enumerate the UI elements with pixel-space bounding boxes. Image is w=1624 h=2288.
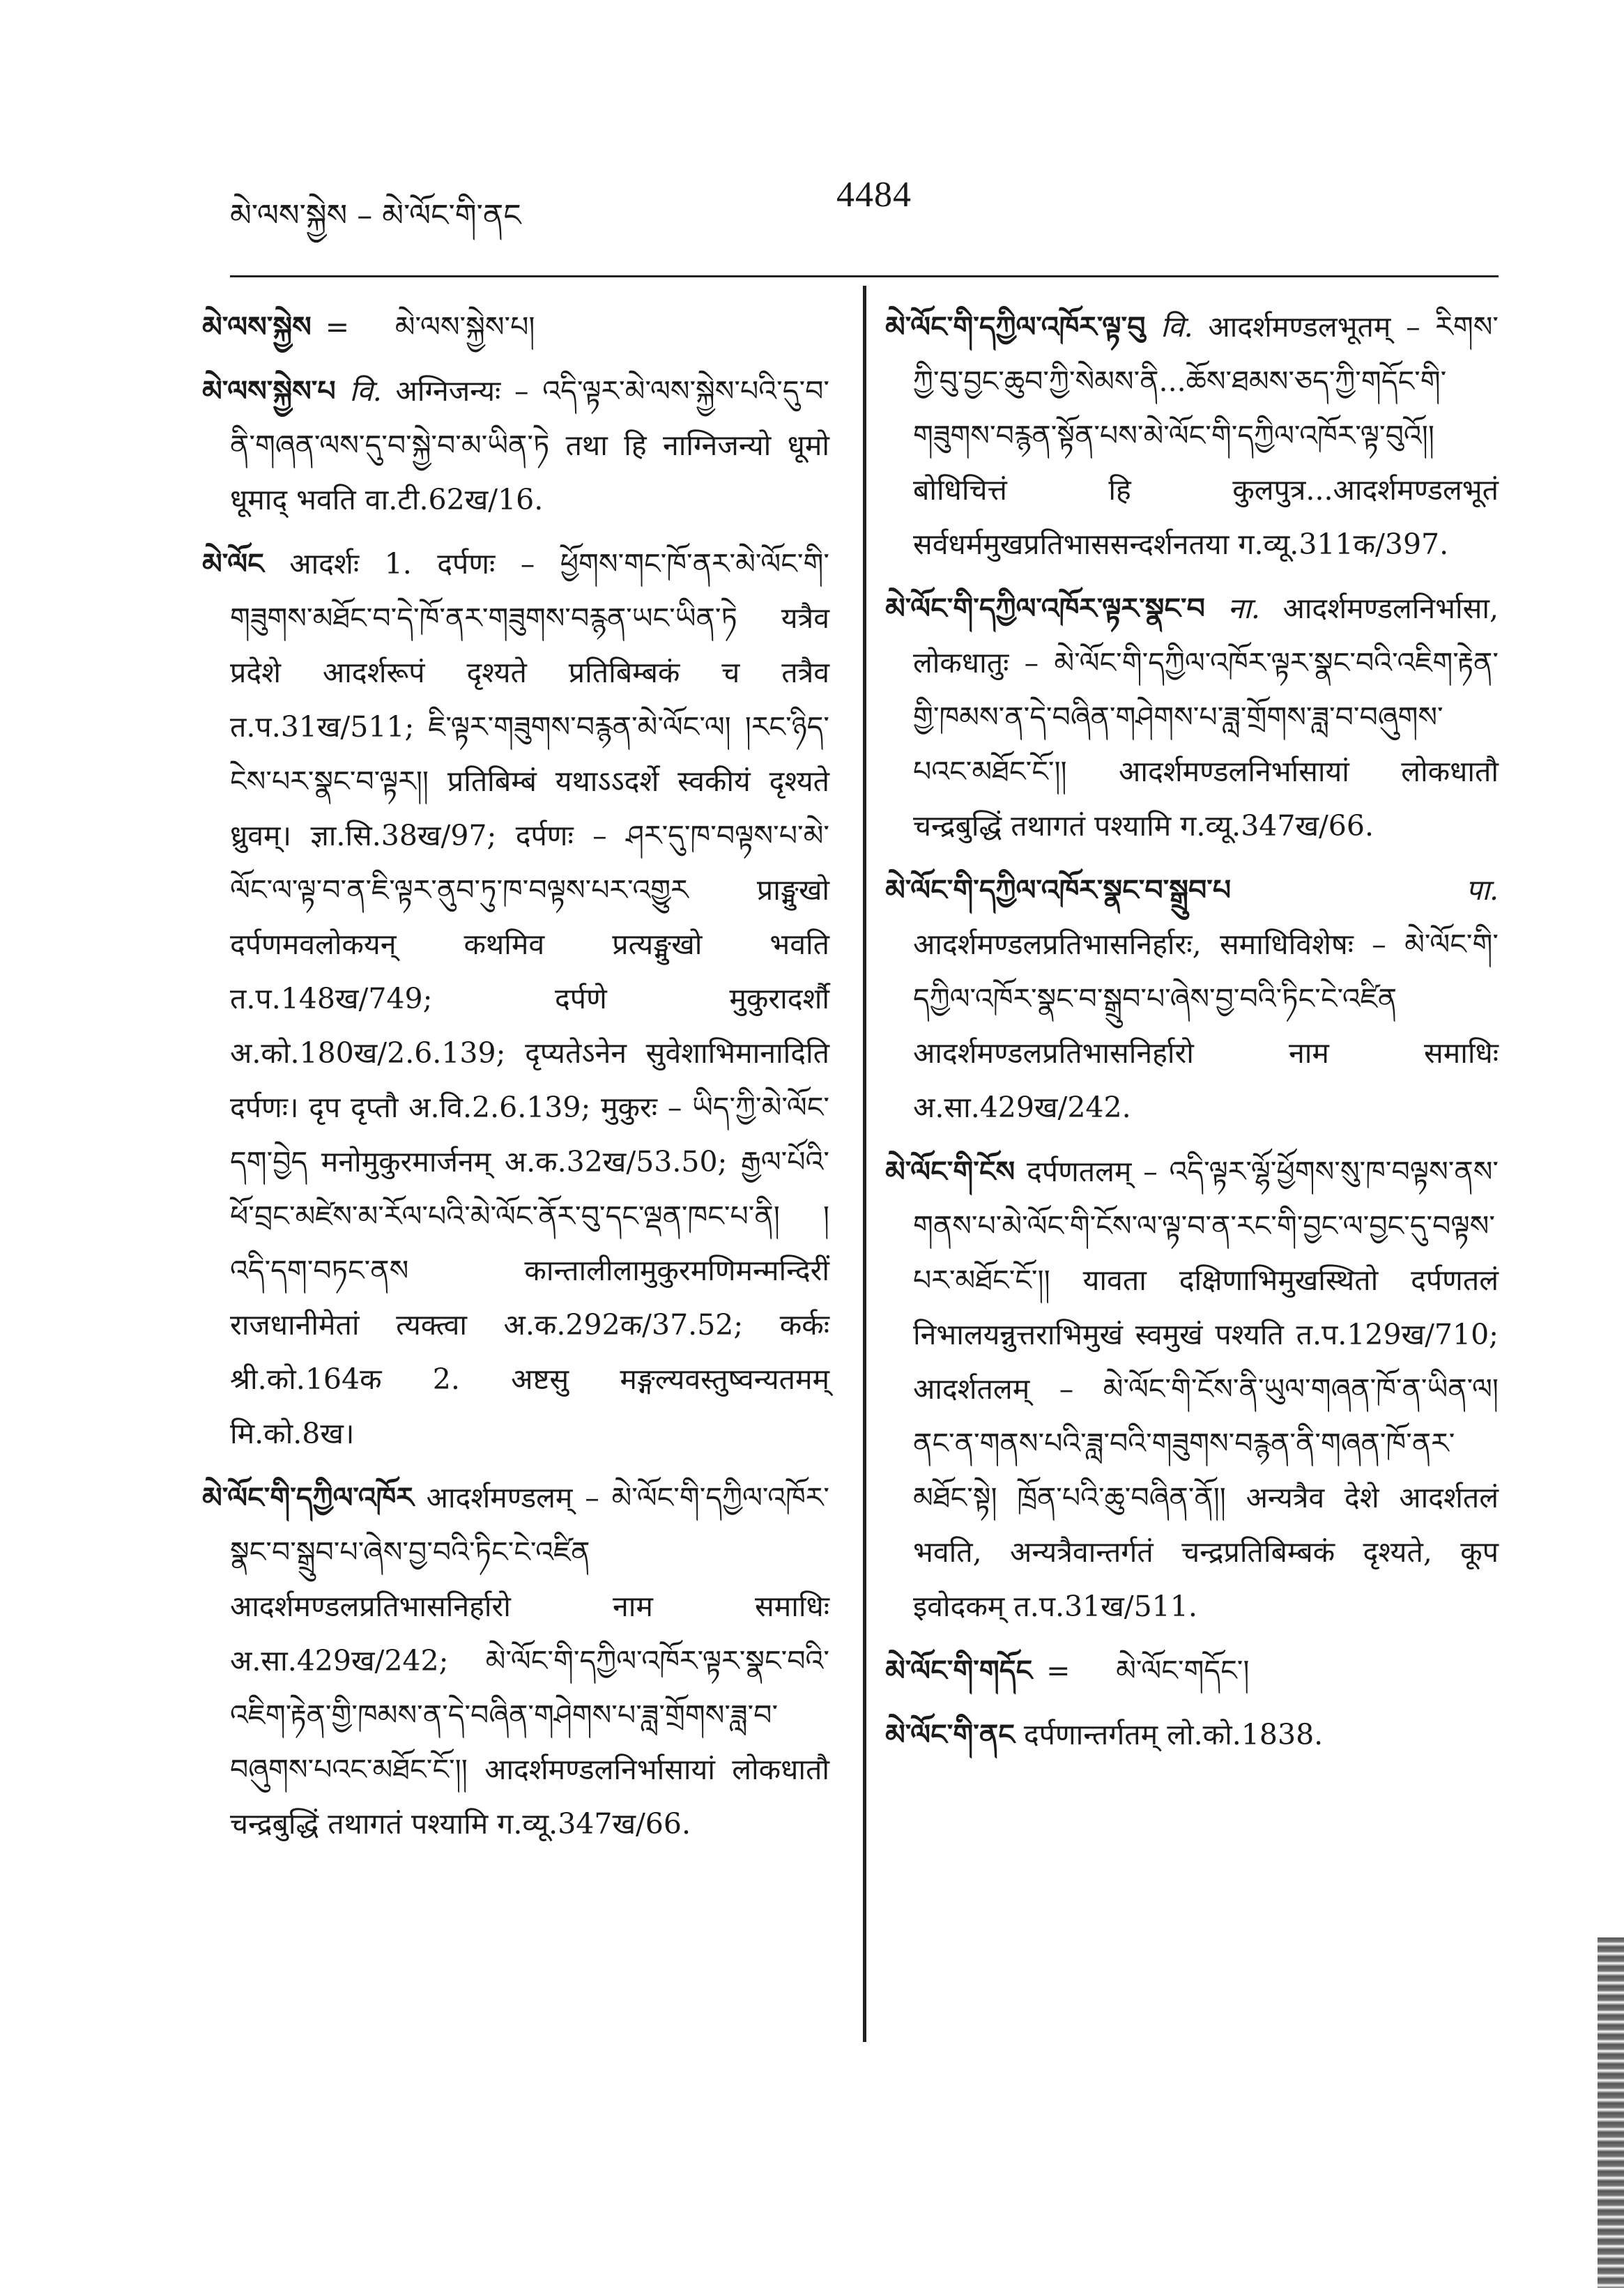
entry-text: आदर्शमण्डलम् – མེ་ལོང་གི་དཀྱིལ་འཁོར་སྣང་བ་སྒྲུབ་པ་ཞེས་བྱ་བའི་ཏིང་ངེ་འཛིན आदर्शमण्डलप्रतिभासनिर्हारो नाम समाधिः अ.सा.429ख/242; མེ་ལོང་གི་དཀྱིལ་འཁོར་ལྟར་སྣང་བའི་འཇིག་རྟེན་གྱི་ཁམས་ན་དེ་བཞིན་གཤེགས་པ་ཟླ་གྲོགས་ཟླ་བ་བཞུགས་པའང་མཐོང་ངོ་།། आदर्शमण्डलनिर्भासायां लोकधातौ चन्द्रबुद्धिं तथागतं पश्यामि ग.व्यू.347ख/66. [230,1481,829,1841]
left-column [202,300,829,1861]
entry-text: दर्पणतलम् – འདི་ལྟར་ལྷོ་ཕྱོགས་སུ་ཁ་བལྟས་ནས་གནས་པ་མེ་ལོང་གི་ངོས་ལ་ལྟ་བ་ན་རང་གི་བྱང་ལ་བྱང་དུ་བལྟས་པར་མཐོང་ངོ་།། यावता दक्षिणाभिमुखस्थितो दर्पणतलं निभालयन्नुत्तराभिमुखं स्वमुखं पश्यति त.प.129ख/710; आदर्शतलम् – མེ་ལོང་གི་ངོས་ནི་ཡུལ་གཞན་ཁོ་ན་ཡིན་ལ། ནང་ན་གནས་པའི་ཟླ་བའི་གཟུགས་བརྙན་ནི་གཞན་ཁོ་ནར་མཐོང་སྟེ། ཁྲོན་པའི་ཆུ་བཞིན་ནོ།། अन्यत्रैव देशे आदर्शतलं भवति, अन्यत्रैवान्तर्गतं चन्द्रप्रतिबिम्बकं दृश्यते, कूप इवोदकम् त.प.31ख/511. [913,1155,1499,1623]
header-divider [230,275,1499,277]
grammar-tag: वि. [349,374,382,408]
dictionary-entry [202,364,829,527]
entry-headword: མེ་ལོང་གི་དཀྱིལ་འཁོར་ལྟར་སྣང་བ [885,592,1205,625]
grammar-tag: वि. [1160,310,1193,344]
equals-sign: = [1046,1654,1071,1687]
entry-text: མེ་ལས་སྐྱེས་པ། [394,310,535,344]
dictionary-entry [885,1144,1499,1634]
entry-headword: མེ་ལས་སྐྱེས [202,310,312,344]
dictionary-entry [885,1643,1499,1698]
equals-sign: = [325,310,350,344]
entry-text: आदर्शमण्डलभूतम् – རིགས་ཀྱི་བུ་བྱང་ཆུབ་ཀྱི་སེམས་ནི...ཆོས་ཐམས་ཅད་ཀྱི་གདོང་གི་གཟུགས་བརྙན་སྟོན་པས་མེ་ལོང་གི་དཀྱིལ་འཁོར་ལྟ་བུའོ།། बोधिचित्तं हि कुलपुत्र...आदर्शमण्डलभूतं सर्वधर्ममुखप्रतिभाससन्दर्शनतया ग.व्यू.311क/397. [913,310,1499,561]
entry-headword: མེ་ལོང་གི་གདོང [885,1654,1033,1687]
entry-text: आदर्शः 1. दर्पणः – ཕྱོགས་གང་ཁོ་ནར་མེ་ལོང་གི་གཟུགས་མཐོང་བ་དེ་ཁོ་ནར་གཟུགས་བརྙན་ཡང་ཡིན་ཏེ यत्रैव प्रदेशे आदर्शरूपं दृश्यते प्रतिबिम्बकं च तत्रैव त.प.31ख/511; ཇི་ལྟར་གཟུགས་བརྙན་མེ་ལོང་ལ། །རང་ཉིད་ངེས་པར་སྣང་བ་ལྟར།། प्रतिबिम्बं यथाऽऽदर्शे स्वकीयं दृश्यते ध्रुवम्। ज्ञा.सि.38ख/97; दर्पणः – ཤར་དུ་ཁ་བལྟས་པ་མེ་ལོང་ལ་ལྟ་བ་ན་ཇི་ལྟར་ནུབ་ཏུ་ཁ་བལྟས་པར་འགྱུར प्राङ्मुखो दर्पणमवलोकयन् कथमिव प्रत्यङ्मुखो भवति त.प.148ख/749; दर्पणे मुकुरादर्शौ अ.को.180ख/2.6.139; दृप्यतेऽनेन सुवेशाभिमानादिति दर्पणः। दृप दृप्तौ अ.वि.2.6.139; मुकुरः – ཡིད་ཀྱི་མེ་ལོང་དག་བྱེད मनोमुकुरमार्जनम् अ.क.32ख/53.50; རྒྱལ་པོའི་ཕོ་བྲང་མཛེས་མ་རོལ་པའི་མེ་ལོང་ནོར་བུ་དང་ལྡན་ཁང་པ་ནི། །འདི་དག་བཏང་ནས कान्तालीलामुकुरमणिमन्मन्दिरीं राजधानीमेतां त्यक्त्वा अ.क.292क/37.52; कर्कः श्री.को.164क 2. अष्टसु मङ्गल्यवस्तुष्वन्यतमम् मि.को.8ख। [230,547,829,1450]
right-column [885,300,1499,1772]
entry-headword: མེ་ལོང་གི་དཀྱིལ་འཁོར་སྣང་བ་སྒྲུབ་པ [885,873,1232,907]
grammar-tag: ना. [1227,592,1260,625]
dictionary-entry [885,300,1499,571]
entry-text: आदर्शमण्डलनिर्भासा, लोकधातुः – མེ་ལོང་གི་དཀྱིལ་འཁོར་ལྟར་སྣང་བའི་འཇིག་རྟེན་གྱི་ཁམས་ན་དེ་བཞིན་གཤེགས་པ་ཟླ་གྲོགས་ཟླ་བ་བཞུགས་པའང་མཐོང་ངོ་།། आदर्शमण्डलनिर्भासायां लोकधातौ चन्द्रबुद्धिं तथागतं पश्यामि ग.व्यू.347ख/66. [913,592,1499,843]
grammar-tag: पा. [1466,873,1499,907]
entry-headword: མེ་ལོང་གི་དཀྱིལ་འཁོར་ལྟ་བུ [885,310,1146,344]
page-header [230,174,1499,233]
entry-text: दर्पणान्तर्गतम् लो.को.1838. [1023,1718,1324,1751]
page-number: 4484 [836,175,912,215]
entry-text: अग्निजन्यः – འདི་ལྟར་མེ་ལས་སྐྱེས་པའི་དུ་བ་ནི་གཞན་ལས་དུ་བ་སྐྱེ་བ་མ་ཡིན་ཏེ तथा हि नाग्निजन्यो धूमो धूमाद् भवति वा.टी.62ख/16. [230,374,829,516]
entry-text: आदर्शमण्डलप्रतिभासनिर्हारः, समाधिविशेषः – མེ་ལོང་གི་དཀྱིལ་འཁོར་སྣང་བ་སྒྲུབ་པ་ཞེས་བྱ་བའི་ཏིང་ངེ་འཛིན आदर्शमण्डलप्रतिभासनिर्हारो नाम समाधिः अ.सा.429ख/242. [913,928,1499,1124]
dictionary-entry [202,1471,829,1851]
dictionary-entry [885,581,1499,853]
column-divider [863,286,866,2042]
dictionary-entry [885,863,1499,1135]
entry-headword: མེ་ལོང [202,547,264,581]
entry-headword: མེ་ལོང་གི་ནང [885,1718,1015,1751]
entry-headword: མེ་ལས་སྐྱེས་པ [202,374,336,408]
dictionary-entry [202,537,829,1461]
scan-edge-shadow [1598,1937,1624,2288]
entry-headword: མེ་ལོང་གི་ངོས [885,1155,1016,1188]
running-head: མེ་ལས་སྐྱེས – མེ་ལོང་གི་ནང [230,198,521,233]
dictionary-entry [202,300,829,354]
entry-text: མེ་ལོང་གདོང་། [1116,1654,1250,1687]
dictionary-entry [885,1707,1499,1762]
entry-headword: མེ་ལོང་གི་དཀྱིལ་འཁོར [202,1481,414,1514]
